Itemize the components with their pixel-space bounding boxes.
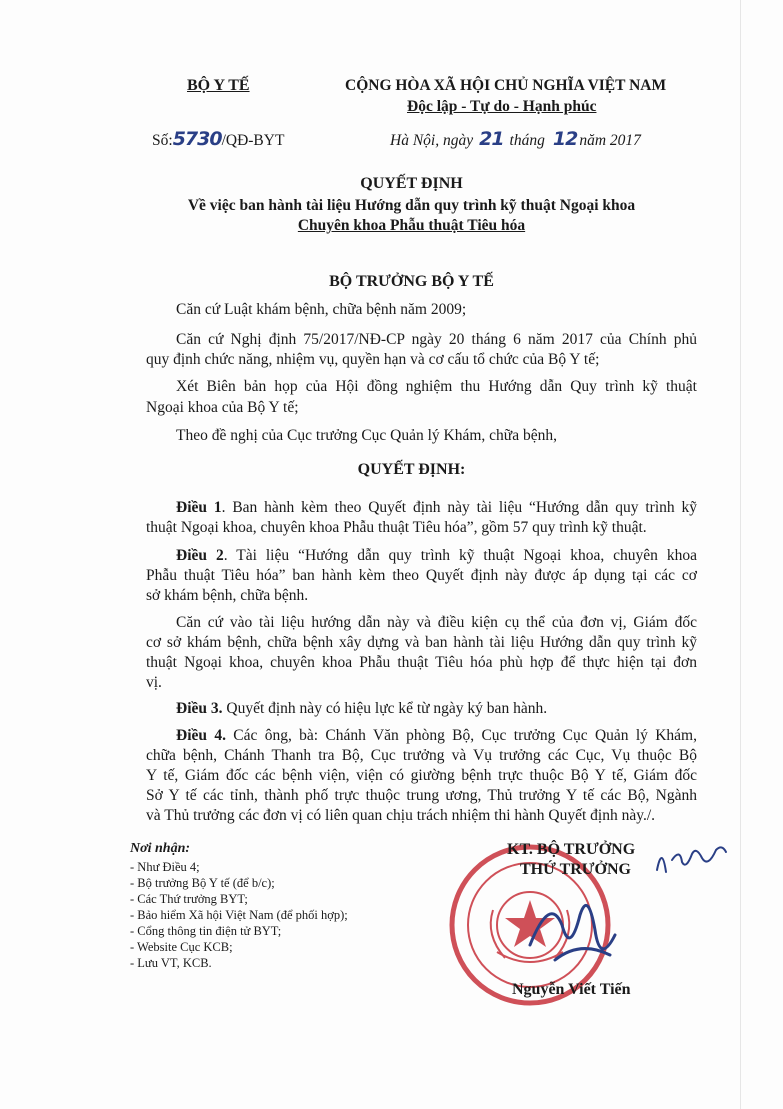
- article-2-l1: [176, 546, 697, 566]
- subject-line-2: Chuyên khoa Phẫu thuật Tiêu hóa: [297, 217, 526, 234]
- subject-line-1: Về việc ban hành tài liệu Hướng dẫn quy trình kỹ thuật Ngoại khoa: [187, 197, 636, 214]
- date-month-label: tháng: [509, 132, 545, 149]
- article-2b-l3: thuật Ngoại khoa, chuyên khoa Phẫu thuật Tiêu hóa phù hợp để thực hiện tại đơn: [146, 654, 697, 671]
- preamble-p2-l2: quy định chức năng, nhiệm vụ, quyền hạn và cơ cấu tổ chức của Bộ Y tế;: [146, 351, 600, 368]
- handwritten-day: 21: [479, 128, 504, 150]
- article-1-l2: thuật Ngoại khoa, chuyên khoa Phẫu thuật Tiêu hóa”, gồm 57 quy trình kỹ thuật.: [146, 519, 647, 536]
- date-year: năm 2017: [579, 132, 641, 149]
- subject-line-2-wrap: [0, 217, 783, 235]
- article-1-label: Điều 1: [176, 499, 222, 516]
- recipients-heading: Nơi nhận:: [130, 841, 191, 856]
- article-1-l1: [176, 498, 697, 518]
- article-4-l2: chữa bệnh, Chánh Thanh tra Bộ, Cục trưởng và Vụ trưởng các Cục, Vụ thuộc Bộ: [146, 747, 697, 764]
- article-4-text: Các ông, bà: Chánh Văn phòng Bộ, Cục trưởng Cục Quản lý Khám,: [225, 727, 697, 744]
- article-4-l1: [176, 726, 697, 746]
- recipient-item: - Website Cục KCB;: [130, 940, 233, 954]
- article-2b-l1: Căn cứ vào tài liệu hướng dẫn này và điều kiện cụ thể của đơn vị, Giám đốc: [176, 614, 697, 631]
- preamble-p2-l1: Căn cứ Nghị định 75/2017/NĐ-CP ngày 20 tháng 6 năm 2017 của Chính phủ: [176, 331, 697, 348]
- agency-name: BỘ Y TẾ: [187, 77, 250, 94]
- motto: Độc lập - Tự do - Hạnh phúc: [407, 98, 597, 115]
- signature-title-2: THỨ TRƯỞNG: [520, 861, 631, 878]
- article-3: [176, 699, 547, 719]
- article-2b-l2: cơ sở khám bệnh, chữa bệnh xây dựng và ban hành tài liệu Hướng dẫn quy trình kỹ: [146, 634, 697, 651]
- signature-title-1: KT. BỘ TRƯỞNG: [507, 841, 636, 858]
- article-2-label: Điều 2: [176, 547, 224, 564]
- recipient-item: - Bảo hiểm Xã hội Việt Nam (để phối hợp);: [130, 908, 348, 922]
- article-2b-l4: vị.: [146, 674, 162, 691]
- preamble-p3-l1: Xét Biên bản họp của Hội đồng nghiệm thu Hướng dẫn Quy trình kỹ thuật: [176, 378, 697, 395]
- preamble-p3-l2: Ngoại khoa của Bộ Y tế;: [146, 399, 299, 416]
- issuing-authority: BỘ TRƯỞNG BỘ Y TẾ: [329, 273, 494, 290]
- article-4-l3: Y tế, Giám đốc các bệnh viện, viện có giường bệnh trực thuộc Bộ Y tế, Giám đốc: [146, 767, 697, 784]
- signature-scribble: [520, 885, 630, 975]
- preamble-p4: Theo đề nghị của Cục trưởng Cục Quản lý Khám, chữa bệnh,: [176, 427, 557, 444]
- article-3-text: Quyết định này có hiệu lực kể từ ngày ký ban hành.: [222, 700, 548, 717]
- article-4-label: Điều 4.: [176, 727, 226, 744]
- recipient-item: - Các Thứ trưởng BYT;: [130, 892, 248, 906]
- signer-name: Nguyễn Viết Tiến: [512, 981, 631, 998]
- article-2-text: . Tài liệu “Hướng dẫn quy trình kỹ thuật Ngoại khoa, chuyên khoa: [223, 547, 698, 564]
- number-prefix: Số:: [152, 132, 173, 149]
- article-4-l5: và Thủ trưởng các đơn vị có liên quan chịu trách nhiệm thi hành Quyết định này./.: [146, 807, 656, 824]
- article-2-l3: sở khám bệnh, chữa bệnh.: [146, 587, 309, 604]
- recipient-item: - Như Điều 4;: [130, 860, 200, 874]
- article-4-l4: Sở Y tế các tỉnh, thành phố trực thuộc trung ương, Thủ trưởng Y tế các Bộ, Ngành: [146, 787, 697, 804]
- scan-edge: [740, 0, 741, 1109]
- issue-date: [390, 128, 641, 150]
- recipient-item: - Bộ trưởng Bộ Y tế (để b/c);: [130, 876, 275, 890]
- country-name: CỘNG HÒA XÃ HỘI CHỦ NGHĨA VIỆT NAM: [345, 77, 667, 94]
- handwritten-number: 5730: [172, 128, 222, 150]
- article-1-text: . Ban hành kèm theo Quyết định này tài liệu “Hướng dẫn quy trình kỹ: [221, 499, 697, 516]
- decides-heading: QUYẾT ĐỊNH:: [357, 461, 466, 478]
- article-3-label: Điều 3.: [176, 700, 223, 717]
- number-suffix: /QĐ-BYT: [221, 132, 285, 149]
- initials-scribble: [652, 840, 732, 880]
- document-title: QUYẾT ĐỊNH: [360, 175, 463, 192]
- article-2-l2: Phẫu thuật Tiêu hóa” ban hành kèm theo Quyết định này được áp dụng tại các cơ: [146, 567, 697, 584]
- handwritten-month: 12: [552, 128, 578, 150]
- date-prefix: Hà Nội, ngày: [390, 132, 474, 149]
- recipient-item: - Lưu VT, KCB.: [130, 956, 212, 970]
- recipient-item: - Cổng thông tin điện tử BYT;: [130, 924, 282, 938]
- document-number: [152, 128, 284, 150]
- preamble-p1: Căn cứ Luật khám bệnh, chữa bệnh năm 2009;: [176, 301, 467, 318]
